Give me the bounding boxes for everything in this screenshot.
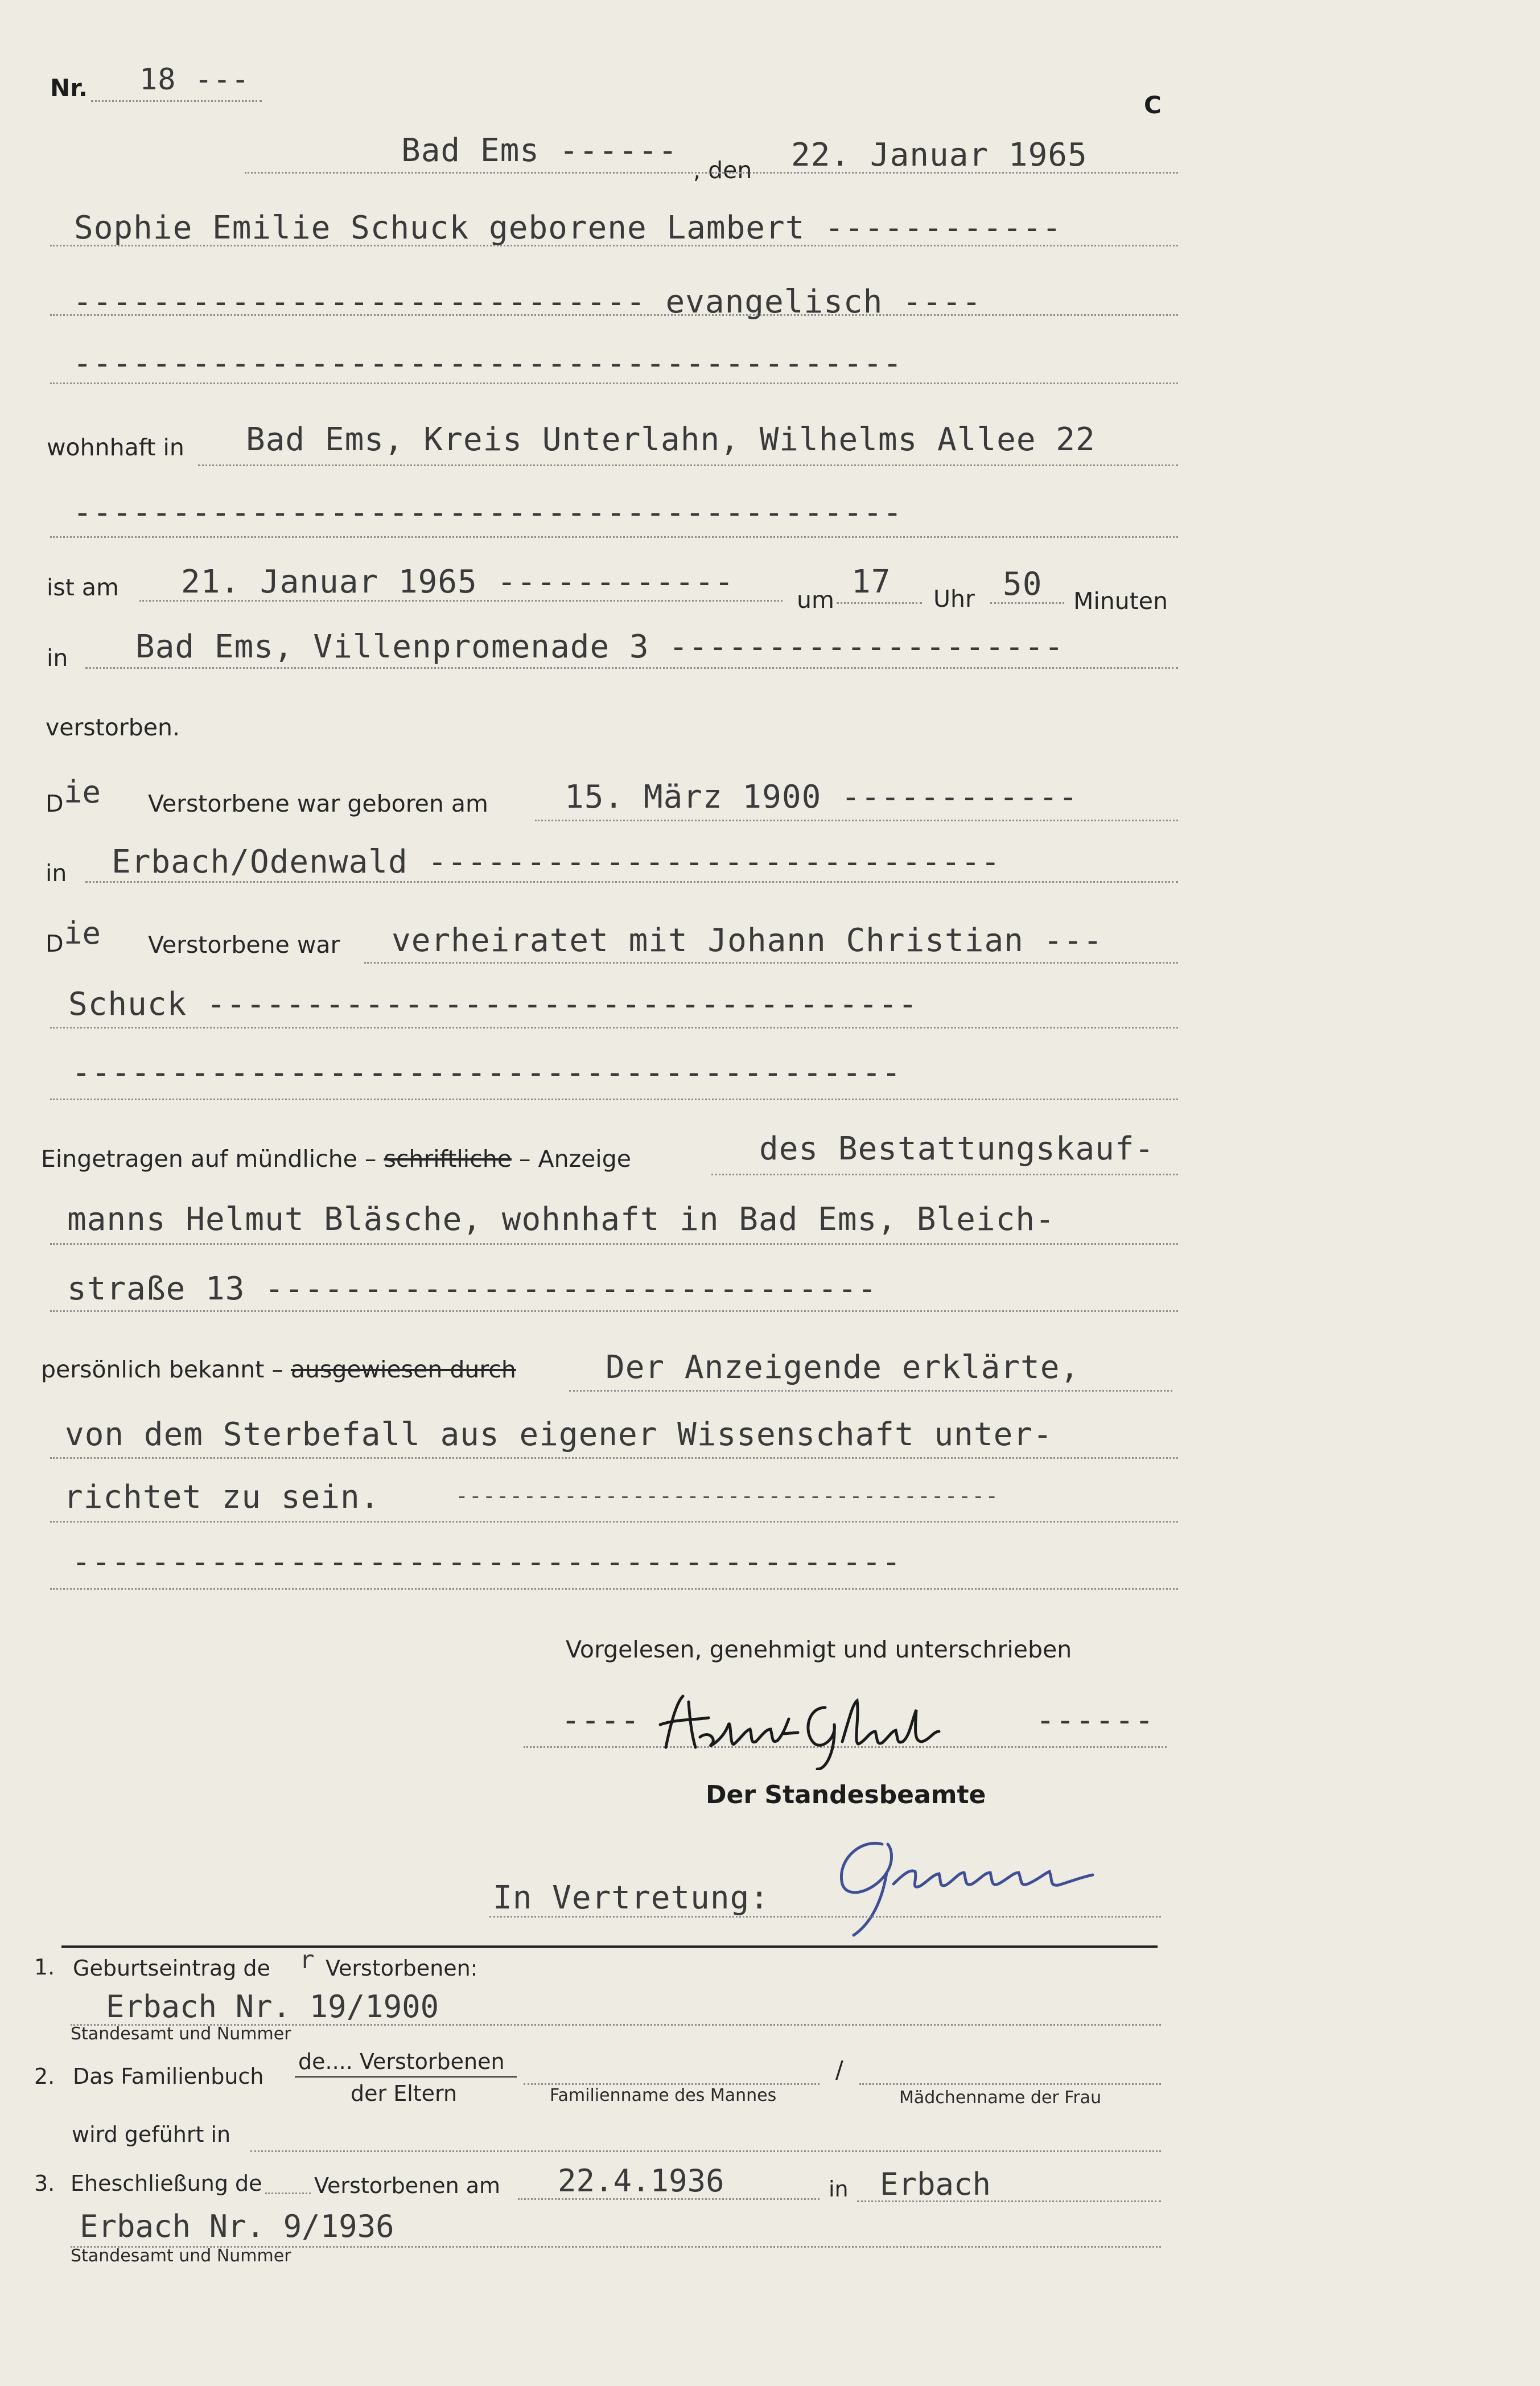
identity-line-2: von dem Sterbefall aus eigener Wissenschaft unter-: [65, 1416, 1053, 1453]
footer-number-1: 1.: [34, 1955, 55, 1980]
hour-line: [837, 602, 922, 604]
footer-number-2: 2.: [34, 2064, 55, 2089]
nr-line: [91, 100, 262, 102]
name-line: [50, 245, 1178, 246]
death-date: 21. Januar 1965 ------------: [181, 563, 735, 600]
um-label: um: [797, 586, 834, 614]
identity-line-3-rule: [50, 1521, 1178, 1523]
marriage-die-prefix: D: [46, 930, 64, 957]
official-title: Der Standesbeamte: [706, 1780, 986, 1809]
name-filler: ------------------------------------------: [73, 345, 903, 382]
verstorben-label: verstorben.: [46, 714, 180, 741]
residence-label: wohnhaft in: [47, 434, 184, 461]
name-separator: /: [835, 2056, 843, 2083]
report-struck-word: schriftliche: [384, 1145, 512, 1173]
identity-label: [41, 1356, 516, 1383]
report-line-3: straße 13 -------------------------------: [67, 1270, 878, 1307]
death-in-label: in: [47, 644, 68, 672]
registry-place: Bad Ems ------: [401, 132, 678, 169]
religion-line: [50, 314, 1178, 316]
marriage-die-typed: ie: [64, 915, 101, 951]
marriage-line-3-rule: [50, 1099, 1178, 1100]
marriage-line-3: ------------------------------------------: [72, 1054, 902, 1091]
birth-label: Verstorbene war geboren am: [148, 790, 488, 817]
identity-line-3: richtet zu sein.: [64, 1479, 380, 1516]
family-book-top: de.... Verstorbenen: [298, 2049, 505, 2074]
record-number: 18 ---: [139, 63, 250, 97]
family-book-label: Das Familienbuch: [73, 2064, 264, 2089]
marriage-date-line: [518, 2198, 820, 2200]
marriage-place-line: [857, 2200, 1161, 2202]
marriage-value: verheiratet mit Johann Christian ---: [392, 922, 1103, 959]
report-label-end: – Anzeige: [519, 1145, 631, 1173]
marriage-de-line: [265, 2192, 311, 2194]
birth-entry-label: Geburtseintrag de: [73, 1956, 270, 1981]
footer-divider: [61, 1945, 1158, 1948]
report-line-2-rule: [50, 1243, 1178, 1245]
birth-die-typed: ie: [64, 774, 101, 810]
marriage-in-label: in: [829, 2177, 849, 2202]
nr-label: Nr.: [50, 74, 88, 102]
report-value: des Bestattungskauf-: [759, 1130, 1155, 1167]
birth-in-label: in: [46, 859, 67, 887]
den-label: , den: [693, 157, 752, 184]
birth-place: Erbach/Odenwald -----------------------------: [112, 844, 1001, 881]
minuten-label: Minuten: [1073, 587, 1168, 615]
deputy-line: [489, 1916, 1161, 1918]
family-fraction-line: [295, 2076, 517, 2078]
identity-struck-words: ausgewiesen durch: [290, 1356, 516, 1383]
husband-name-line: [524, 2083, 820, 2085]
marriage-date: 22.4.1936: [558, 2163, 724, 2199]
deputy-signature: [820, 1827, 1138, 1952]
marriage-line-2-rule: [50, 1027, 1178, 1029]
official-signature: [654, 1685, 996, 1770]
religion: ----------------------------- evangelisch ----: [73, 283, 982, 320]
birth-date: 15. März 1900 ------------: [565, 779, 1078, 816]
marriage-line-2: Schuck ------------------------------------: [68, 986, 918, 1023]
residence-filler-line: [50, 536, 1178, 538]
marriage-label: Verstorbene war: [148, 931, 340, 958]
identity-line-3-filler: ----------------------------------------: [455, 1483, 999, 1508]
deceased-name: Sophie Emilie Schuck geborene Lambert ------------: [74, 209, 1062, 246]
birth-entry-value: Erbach Nr. 19/1900: [106, 1989, 439, 2025]
minute-line: [990, 602, 1064, 604]
report-line-2: manns Helmut Bläsche, wohnhaft in Bad Ems, Bleich-: [67, 1201, 1055, 1238]
husband-caption: Familienname des Mannes: [550, 2085, 777, 2105]
death-date-line: [139, 600, 783, 602]
residence-filler: ------------------------------------------: [73, 494, 903, 531]
office-caption-3: Standesamt und Nummer: [71, 2246, 291, 2266]
office-caption-1: Standesamt und Nummer: [71, 2024, 291, 2044]
report-label-prefix: [41, 1145, 631, 1173]
marriage-record: Erbach Nr. 9/1936: [80, 2208, 394, 2244]
kept-in-line: [250, 2150, 1161, 2152]
birth-place-line: [85, 881, 1178, 883]
marriage-place: Erbach: [880, 2166, 991, 2202]
birth-die-prefix: D: [46, 790, 64, 817]
birth-date-line: [535, 820, 1178, 821]
wife-caption: Mädchenname der Frau: [899, 2088, 1102, 2108]
report-line: [711, 1174, 1178, 1175]
registry-date: 22. Januar 1965: [791, 137, 1088, 174]
birth-entry-suffix: Verstorbenen:: [326, 1956, 478, 1981]
signature-dashes-right: ------: [1036, 1702, 1155, 1739]
kept-in-label: wird geführt in: [72, 2122, 231, 2147]
deputy-label: In Vertretung:: [493, 1879, 770, 1916]
death-hour: 17: [851, 563, 891, 600]
signature-dashes-left: ----: [561, 1702, 640, 1739]
identity-line-4-rule: [50, 1588, 1178, 1590]
identity-line-2-rule: [50, 1457, 1178, 1459]
identity-label-start: persönlich bekannt –: [41, 1356, 283, 1383]
marriage-line: [364, 962, 1178, 964]
identity-line: [569, 1390, 1172, 1392]
footer-number-3: 3.: [34, 2171, 55, 2196]
identity-value: Der Anzeigende erklärte,: [606, 1349, 1080, 1386]
marriage-entry-label: Eheschließung de: [71, 2171, 262, 2196]
death-place: Bad Ems, Villenpromenade 3 --------------------: [135, 628, 1064, 665]
death-place-line: [85, 667, 1178, 669]
approved-label: Vorgelesen, genehmigt und unterschrieben: [566, 1636, 1072, 1663]
wife-name-line: [859, 2083, 1161, 2085]
death-minute: 50: [1003, 566, 1043, 603]
residence-line: [198, 464, 1178, 466]
uhr-label: Uhr: [933, 585, 975, 612]
ist-am-label: ist am: [47, 574, 119, 601]
identity-line-4: ------------------------------------------: [72, 1544, 902, 1581]
family-book-bottom: der Eltern: [351, 2081, 458, 2106]
marriage-entry-suffix: Verstorbenen am: [314, 2173, 501, 2198]
residence-value: Bad Ems, Kreis Unterlahn, Wilhelms Allee 22: [246, 421, 1096, 458]
report-line-3-rule: [50, 1310, 1178, 1312]
filler-line: [50, 382, 1178, 384]
corner-letter: C: [1144, 91, 1162, 119]
birth-entry-typed: r: [299, 1945, 315, 1974]
place-date-line: [245, 172, 1178, 174]
report-label-start: Eingetragen auf mündliche –: [41, 1145, 377, 1173]
